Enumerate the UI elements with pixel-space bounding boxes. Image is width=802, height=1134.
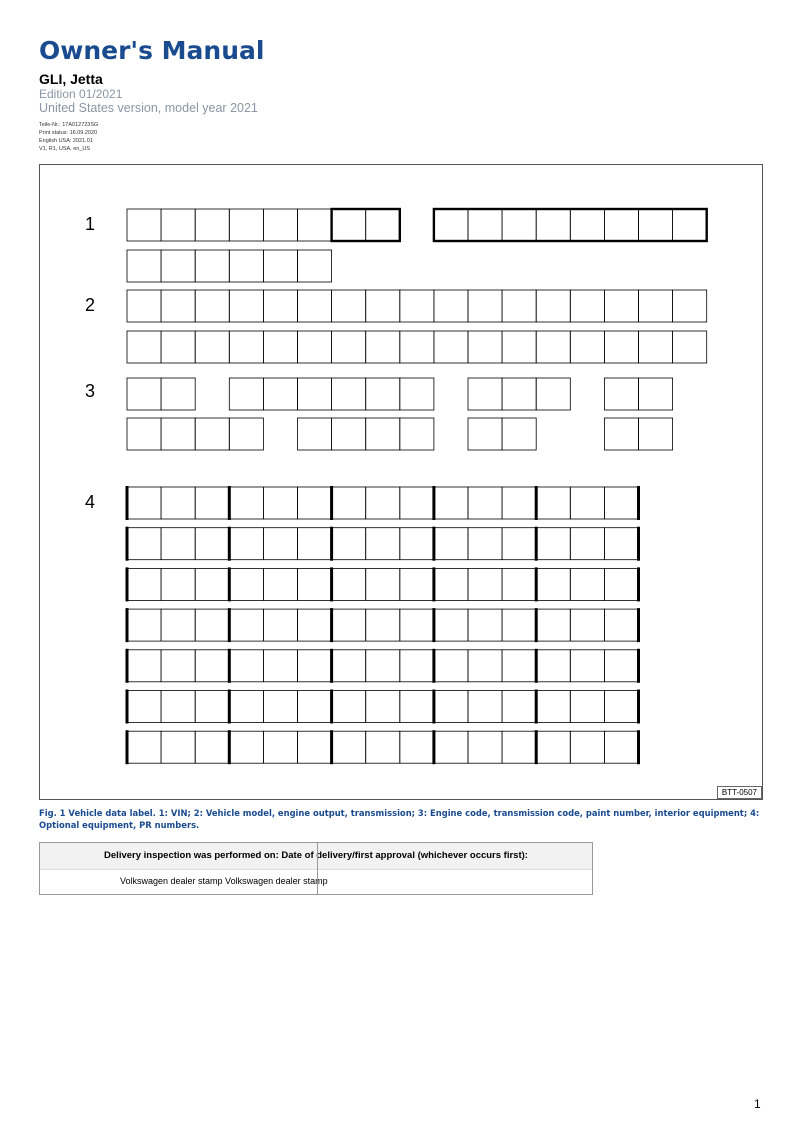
- section-label-1: 1: [85, 214, 96, 234]
- pr-number-box: [229, 609, 263, 641]
- version: United States version, model year 2021: [39, 101, 258, 115]
- pr-number-box: [161, 691, 195, 723]
- pr-number-box: [263, 568, 297, 600]
- pr-number-box: [570, 568, 604, 600]
- pr-number-box: [298, 568, 332, 600]
- pr-number-box: [536, 691, 570, 723]
- pr-number-box: [366, 731, 400, 763]
- vin-box: [195, 209, 229, 241]
- pr-number-box: [229, 528, 263, 560]
- vin-box: [263, 250, 297, 282]
- pr-number-box: [502, 487, 536, 519]
- code-box: [468, 378, 502, 410]
- pr-number-box: [366, 609, 400, 641]
- pr-number-box: [366, 487, 400, 519]
- pr-number-box: [468, 568, 502, 600]
- pr-number-box: [298, 650, 332, 682]
- model-box: [502, 290, 536, 322]
- pr-number-box: [434, 609, 468, 641]
- pr-number-box: [195, 691, 229, 723]
- pr-number-box: [332, 568, 366, 600]
- pr-number-box: [604, 609, 638, 641]
- pr-number-box: [400, 609, 434, 641]
- pr-number-box: [263, 609, 297, 641]
- pr-number-box: [332, 650, 366, 682]
- pr-number-box: [536, 568, 570, 600]
- model-box: [468, 290, 502, 322]
- model-box: [229, 290, 263, 322]
- edition: Edition 01/2021: [39, 87, 123, 101]
- code-box: [127, 378, 161, 410]
- code-box: [263, 378, 297, 410]
- model-box: [639, 331, 673, 363]
- code-box: [604, 378, 638, 410]
- vin-box: [298, 250, 332, 282]
- pr-number-box: [502, 609, 536, 641]
- section-label-3: 3: [85, 381, 96, 401]
- figure-caption: Fig. 1 Vehicle data label. 1: VIN; 2: Vehicle model, engine output, transmission; 3: Engine code, transmission code, paint number, interior equipment; 4: Optional equipment, PR numbers.: [39, 808, 760, 830]
- model-box: [536, 331, 570, 363]
- pr-number-box: [400, 691, 434, 723]
- pr-number-box: [263, 731, 297, 763]
- pr-number-box: [127, 487, 161, 519]
- pr-number-box: [127, 650, 161, 682]
- model-name: GLI, Jetta: [39, 71, 103, 87]
- code-box: [161, 378, 195, 410]
- pr-number-box: [604, 691, 638, 723]
- code-box: [536, 378, 570, 410]
- pr-number-box: [332, 691, 366, 723]
- pr-number-box: [604, 650, 638, 682]
- pr-number-box: [400, 650, 434, 682]
- vin-box: [366, 209, 400, 241]
- model-box: [229, 331, 263, 363]
- model-box: [263, 331, 297, 363]
- model-box: [673, 331, 707, 363]
- pr-number-box: [468, 691, 502, 723]
- pr-number-box: [298, 731, 332, 763]
- vehicle-data-label-figure: [39, 164, 763, 800]
- code-box: [298, 418, 332, 450]
- code-box: [639, 378, 673, 410]
- vin-box: [502, 209, 536, 241]
- vehicle-data-label-diagram: [40, 165, 762, 799]
- model-box: [639, 290, 673, 322]
- pr-number-box: [502, 691, 536, 723]
- pr-number-box: [127, 568, 161, 600]
- code-box: [229, 378, 263, 410]
- pr-number-box: [570, 650, 604, 682]
- code-box: [639, 418, 673, 450]
- pr-number-box: [604, 568, 638, 600]
- pr-number-box: [434, 731, 468, 763]
- page-number: 1: [754, 1097, 761, 1111]
- pr-number-box: [366, 568, 400, 600]
- vin-box: [263, 209, 297, 241]
- code-box: [604, 418, 638, 450]
- pr-number-box: [229, 731, 263, 763]
- pr-number-box: [570, 609, 604, 641]
- pr-number-box: [195, 487, 229, 519]
- pr-number-box: [229, 650, 263, 682]
- pr-number-box: [229, 691, 263, 723]
- pr-number-box: [161, 731, 195, 763]
- pr-number-box: [298, 609, 332, 641]
- model-box: [332, 331, 366, 363]
- pr-number-box: [195, 609, 229, 641]
- model-box: [332, 290, 366, 322]
- pr-number-box: [400, 487, 434, 519]
- model-box: [263, 290, 297, 322]
- pr-number-box: [434, 568, 468, 600]
- model-box: [400, 331, 434, 363]
- pr-number-box: [161, 609, 195, 641]
- model-box: [161, 331, 195, 363]
- pr-number-box: [298, 528, 332, 560]
- vin-box: [332, 209, 366, 241]
- model-box: [502, 331, 536, 363]
- figure-code: BTT-0507: [717, 786, 762, 799]
- pr-number-box: [366, 650, 400, 682]
- pr-number-box: [468, 731, 502, 763]
- vin-box: [127, 250, 161, 282]
- pr-number-box: [400, 731, 434, 763]
- model-box: [434, 331, 468, 363]
- pr-number-box: [161, 487, 195, 519]
- region-code: V1, R1, USA, en_US: [39, 146, 91, 152]
- vin-box: [434, 209, 468, 241]
- dealer-stamp-text: Volkswagen dealer stamp Volkswagen dealer stamp: [120, 876, 328, 886]
- vin-box: [298, 209, 332, 241]
- pr-number-box: [536, 650, 570, 682]
- model-box: [195, 331, 229, 363]
- pr-number-box: [229, 487, 263, 519]
- pr-number-box: [332, 731, 366, 763]
- print-status: Print status: 16.09.2020: [39, 130, 98, 136]
- pr-number-box: [127, 609, 161, 641]
- pr-number-box: [536, 731, 570, 763]
- pr-number-box: [195, 650, 229, 682]
- pr-number-box: [570, 731, 604, 763]
- pr-number-box: [570, 487, 604, 519]
- model-box: [604, 290, 638, 322]
- pr-number-box: [127, 731, 161, 763]
- pr-number-box: [468, 609, 502, 641]
- pr-number-box: [127, 528, 161, 560]
- pr-number-box: [263, 650, 297, 682]
- pr-number-box: [366, 528, 400, 560]
- pr-number-box: [400, 528, 434, 560]
- pr-number-box: [298, 691, 332, 723]
- model-box: [195, 290, 229, 322]
- model-box: [570, 331, 604, 363]
- pr-number-box: [400, 568, 434, 600]
- section-label-4: 4: [85, 492, 96, 512]
- pr-number-box: [536, 609, 570, 641]
- model-box: [673, 290, 707, 322]
- pr-number-box: [434, 691, 468, 723]
- pr-number-box: [434, 650, 468, 682]
- pr-number-box: [536, 528, 570, 560]
- pr-number-box: [468, 528, 502, 560]
- pr-number-box: [332, 609, 366, 641]
- pr-number-box: [434, 528, 468, 560]
- code-box: [332, 418, 366, 450]
- model-box: [570, 290, 604, 322]
- pr-number-box: [263, 487, 297, 519]
- code-box: [502, 418, 536, 450]
- pr-number-box: [570, 528, 604, 560]
- vin-box: [468, 209, 502, 241]
- model-box: [468, 331, 502, 363]
- vin-box: [161, 209, 195, 241]
- pr-number-box: [263, 691, 297, 723]
- code-box: [400, 378, 434, 410]
- model-box: [366, 290, 400, 322]
- pr-number-box: [195, 528, 229, 560]
- code-box: [298, 378, 332, 410]
- model-box: [127, 290, 161, 322]
- pr-number-box: [604, 528, 638, 560]
- delivery-inspection-table: [39, 842, 593, 895]
- pr-number-box: [229, 568, 263, 600]
- vin-box: [604, 209, 638, 241]
- code-box: [366, 418, 400, 450]
- column-divider: [317, 843, 318, 894]
- pr-number-box: [161, 528, 195, 560]
- pr-number-box: [161, 568, 195, 600]
- model-box: [434, 290, 468, 322]
- pr-number-box: [434, 487, 468, 519]
- vin-box: [161, 250, 195, 282]
- code-box: [400, 418, 434, 450]
- pr-number-box: [468, 487, 502, 519]
- code-box: [332, 378, 366, 410]
- pr-number-box: [502, 650, 536, 682]
- pr-number-box: [161, 650, 195, 682]
- model-box: [298, 290, 332, 322]
- vin-box: [229, 209, 263, 241]
- vin-box: [195, 250, 229, 282]
- code-box: [195, 418, 229, 450]
- model-box: [366, 331, 400, 363]
- vin-box: [229, 250, 263, 282]
- model-box: [604, 331, 638, 363]
- section-label-2: 2: [85, 295, 96, 315]
- pr-number-box: [263, 528, 297, 560]
- pr-number-box: [502, 568, 536, 600]
- pr-number-box: [502, 528, 536, 560]
- model-box: [127, 331, 161, 363]
- language-edition: English USA: 2021.01: [39, 138, 93, 144]
- code-box: [366, 378, 400, 410]
- pr-number-box: [536, 487, 570, 519]
- vin-box: [639, 209, 673, 241]
- code-box: [468, 418, 502, 450]
- pr-number-box: [604, 731, 638, 763]
- pr-number-box: [298, 487, 332, 519]
- pr-number-box: [332, 528, 366, 560]
- page-title: Owner's Manual: [39, 36, 265, 65]
- code-box: [502, 378, 536, 410]
- code-box: [229, 418, 263, 450]
- vin-box: [570, 209, 604, 241]
- model-box: [298, 331, 332, 363]
- pr-number-box: [332, 487, 366, 519]
- part-number: Teile-Nr.: 17A012723SG: [39, 122, 99, 128]
- pr-number-box: [570, 691, 604, 723]
- pr-number-box: [366, 691, 400, 723]
- code-box: [127, 418, 161, 450]
- vin-box: [536, 209, 570, 241]
- pr-number-box: [127, 691, 161, 723]
- vin-box: [127, 209, 161, 241]
- pr-number-box: [195, 568, 229, 600]
- pr-number-box: [502, 731, 536, 763]
- pr-number-box: [195, 731, 229, 763]
- inspection-heading: Delivery inspection was performed on: Date of delivery/first approval (whichever occurs first):: [40, 843, 592, 870]
- model-box: [536, 290, 570, 322]
- pr-number-box: [468, 650, 502, 682]
- model-box: [161, 290, 195, 322]
- code-box: [161, 418, 195, 450]
- model-box: [400, 290, 434, 322]
- pr-number-box: [604, 487, 638, 519]
- vin-box: [673, 209, 707, 241]
